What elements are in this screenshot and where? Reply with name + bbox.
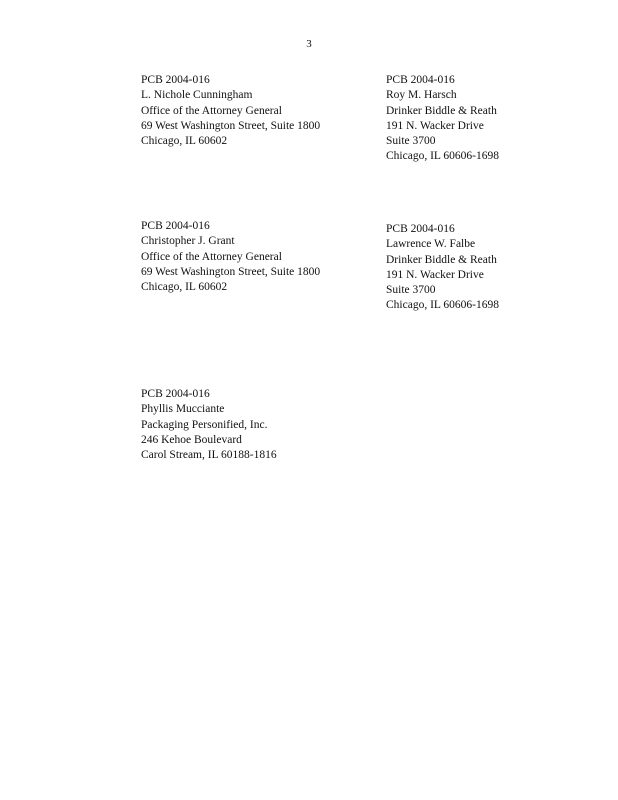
service-address-harsch [386,73,499,165]
page-number: 3 [306,38,312,50]
street-address: 191 N. Wacker Drive [386,268,484,281]
suite: Suite 3700 [386,284,436,297]
organization: Office of the Attorney General [141,104,282,117]
organization: Drinker Biddle & Reath [386,253,497,266]
recipient-name: Lawrence W. Falbe [386,238,476,251]
city-state-zip: Chicago, IL 60606-1698 [386,150,499,163]
recipient-name: Roy M. Harsch [386,89,457,102]
service-address-mucciante [141,387,277,463]
recipient-name: Phyllis Mucciante [141,403,225,416]
service-address-grant [141,219,320,295]
case-number: PCB 2004-016 [386,74,455,86]
street-address: 69 West Washington Street, Suite 1800 [141,265,321,278]
recipient-name: Christopher J. Grant [141,235,235,248]
case-number: PCB 2004-016 [141,74,210,86]
case-number: PCB 2004-016 [386,223,455,235]
city-state-zip: Chicago, IL 60606-1698 [386,299,499,312]
street-address: 69 West Washington Street, Suite 1800 [141,119,321,132]
organization: Drinker Biddle & Reath [386,104,497,117]
city-state-zip: Chicago, IL 60602 [141,281,228,294]
street-address: 246 Kehoe Boulevard [141,433,242,446]
city-state-zip: Carol Stream, IL 60188-1816 [141,449,277,462]
recipient-name: L. Nichole Cunningham [141,89,253,102]
case-number: PCB 2004-016 [141,388,210,400]
organization: Office of the Attorney General [141,250,282,263]
case-number: PCB 2004-016 [141,220,210,232]
suite: Suite 3700 [386,135,436,148]
street-address: 191 N. Wacker Drive [386,119,484,132]
city-state-zip: Chicago, IL 60602 [141,135,228,148]
service-address-falbe [386,222,499,314]
organization: Packaging Personified, Inc. [141,418,268,431]
service-address-cunningham [141,73,320,149]
